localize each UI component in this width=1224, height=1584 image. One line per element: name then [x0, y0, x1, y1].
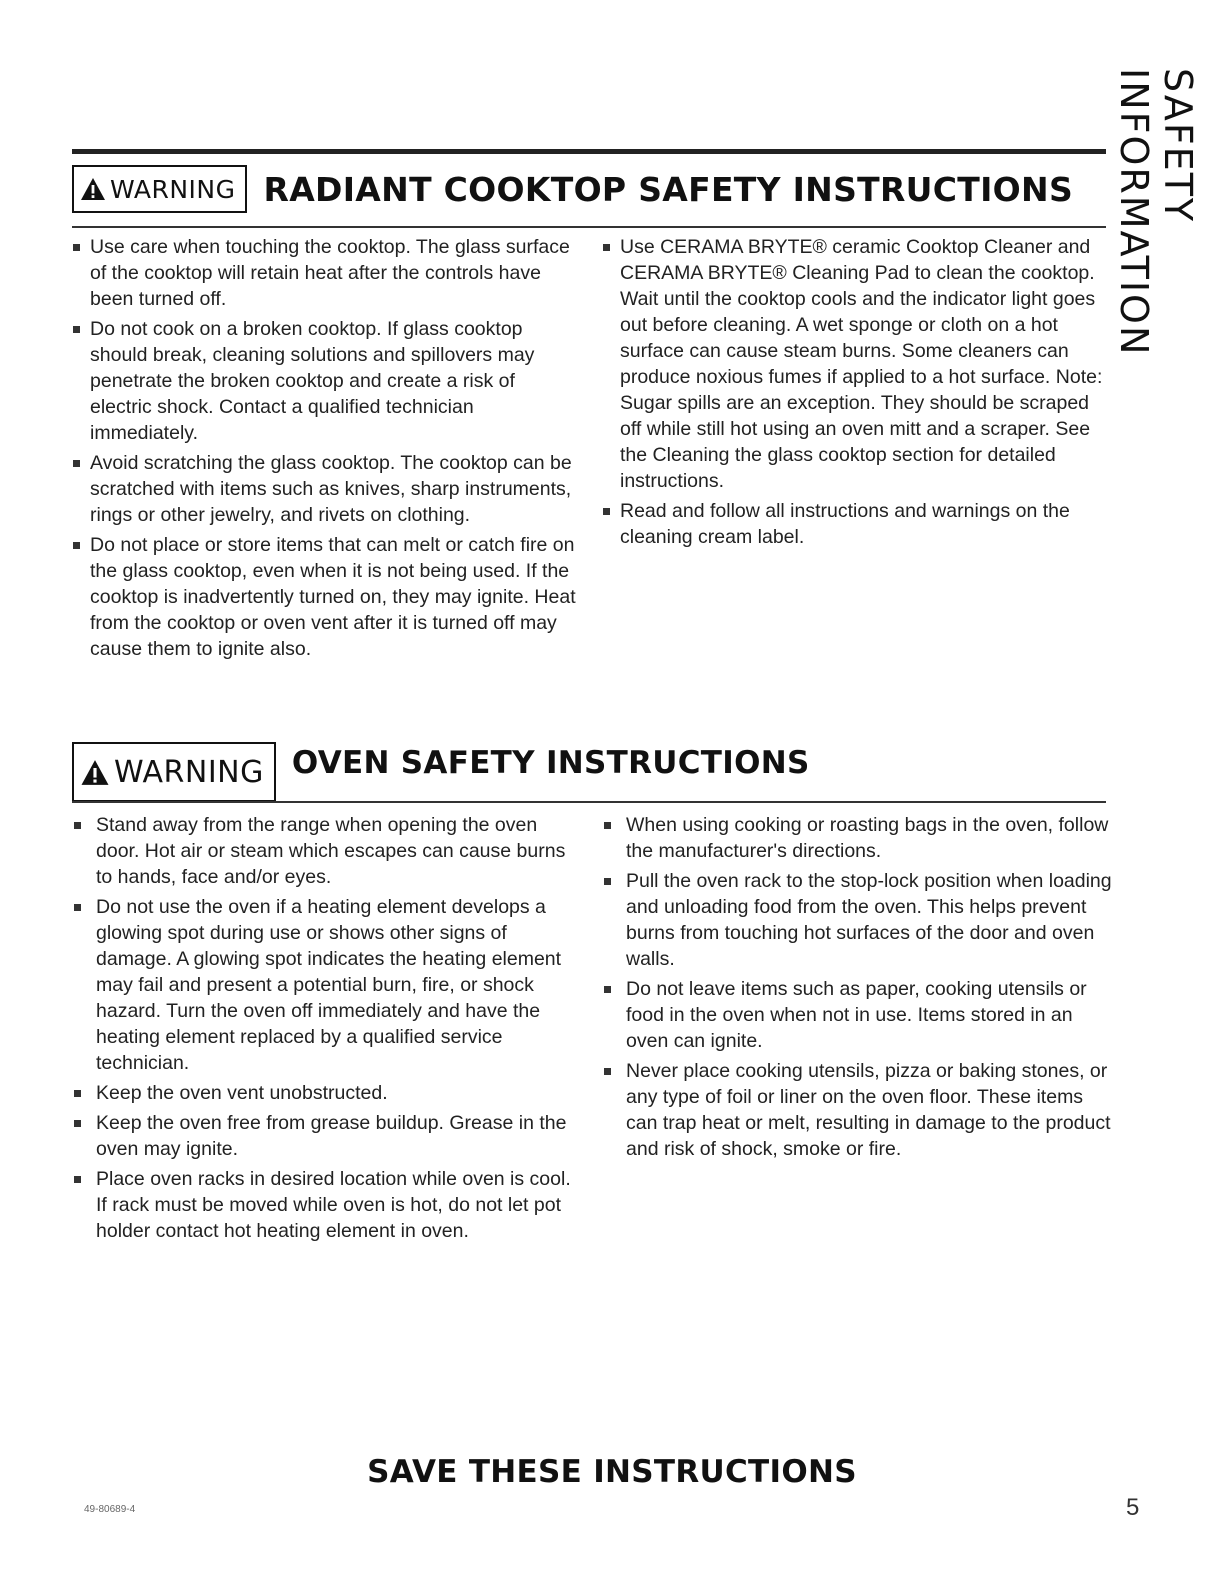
oven-right-list	[602, 812, 1116, 1166]
document-code: 49-80689-4	[84, 1504, 136, 1515]
warning-triangle-icon	[80, 177, 106, 201]
section-rule-top	[72, 149, 1106, 154]
section-title: OVEN SAFETY INSTRUCTIONS	[291, 745, 810, 781]
list-item: Keep the oven free from grease buildup. Grease in the oven may ignite.	[72, 1110, 578, 1162]
cooktop-section-header	[72, 165, 1073, 213]
list-item: Keep the oven vent unobstructed.	[72, 1080, 578, 1106]
page-number: 5	[1126, 1494, 1140, 1521]
warning-badge	[72, 742, 276, 802]
warning-badge	[72, 165, 247, 213]
list-item: Use care when touching the cooktop. The glass surface of the cooktop will retain heat after the controls have been turned off.	[72, 234, 578, 312]
list-item: Do not place or store items that can melt or catch fire on the glass cooktop, even when it is not being used. If the cooktop is inadvertently turned on, they may ignite. Heat from the cooktop or oven vent after it is turned off may cause them to ignite also.	[72, 532, 578, 662]
cooktop-left-list	[72, 234, 578, 666]
section-rule-bottom	[72, 226, 1106, 228]
footer-title: SAVE THESE INSTRUCTIONS	[367, 1454, 857, 1490]
oven-section-header	[72, 742, 810, 802]
oven-left-list	[72, 812, 578, 1248]
warning-label: WARNING	[114, 754, 264, 790]
list-item: When using cooking or roasting bags in the oven, follow the manufacturer's directions.	[602, 812, 1116, 864]
side-tab	[1112, 68, 1200, 488]
list-item: Never place cooking utensils, pizza or baking stones, or any type of foil or liner on the oven floor. These items can trap heat or melt, resulting in damage to the product and risk of shock, smoke or fire.	[602, 1058, 1116, 1162]
list-item: Use CERAMA BRYTE® ceramic Cooktop Cleaner and CERAMA BRYTE® Cleaning Pad to clean the cooktop. Wait until the cooktop cools and the indicator light goes out before cleaning. A wet sponge or cloth on a hot surface can cause steam burns. Some cleaners can produce noxious fumes if applied to a hot surface. Note: Sugar spills are an exception. They should be scraped off while still hot using an oven mitt and a scraper. See the Cleaning the glass cooktop section for detailed instructions.	[602, 234, 1112, 494]
side-tab-label: SAFETY INFORMATION	[1112, 68, 1200, 357]
list-item: Pull the oven rack to the stop-lock position when loading and unloading food from the oven. This helps prevent burns from touching hot surfaces of the door and oven walls.	[602, 868, 1116, 972]
list-item: Do not leave items such as paper, cooking utensils or food in the oven when not in use. Items stored in an oven can ignite.	[602, 976, 1116, 1054]
list-item: Stand away from the range when opening the oven door. Hot air or steam which escapes can cause burns to hands, face and/or eyes.	[72, 812, 578, 890]
list-item: Do not use the oven if a heating element develops a glowing spot during use or shows other signs of damage. A glowing spot indicates the heating element may fail and present a potential burn, fire, or shock hazard. Turn the oven off immediately and have the heating element replaced by a qualified service technician.	[72, 894, 578, 1076]
list-item: Do not cook on a broken cooktop. If glass cooktop should break, cleaning solutions and spillovers may penetrate the broken cooktop and create a risk of electric shock. Contact a qualified technician immediately.	[72, 316, 578, 446]
warning-triangle-icon	[80, 759, 110, 786]
list-item: Avoid scratching the glass cooktop. The cooktop can be scratched with items such as knives, sharp instruments, rings or other jewelry, and rivets on clothing.	[72, 450, 578, 528]
warning-label: WARNING	[110, 174, 236, 204]
list-item: Read and follow all instructions and warnings on the cleaning cream label.	[602, 498, 1112, 550]
cooktop-right-list	[602, 234, 1112, 554]
section-rule-bottom	[72, 801, 1106, 803]
list-item: Place oven racks in desired location while oven is cool. If rack must be moved while oven is hot, do not let pot holder contact hot heating element in oven.	[72, 1166, 578, 1244]
section-title: RADIANT COOKTOP SAFETY INSTRUCTIONS	[263, 169, 1074, 209]
